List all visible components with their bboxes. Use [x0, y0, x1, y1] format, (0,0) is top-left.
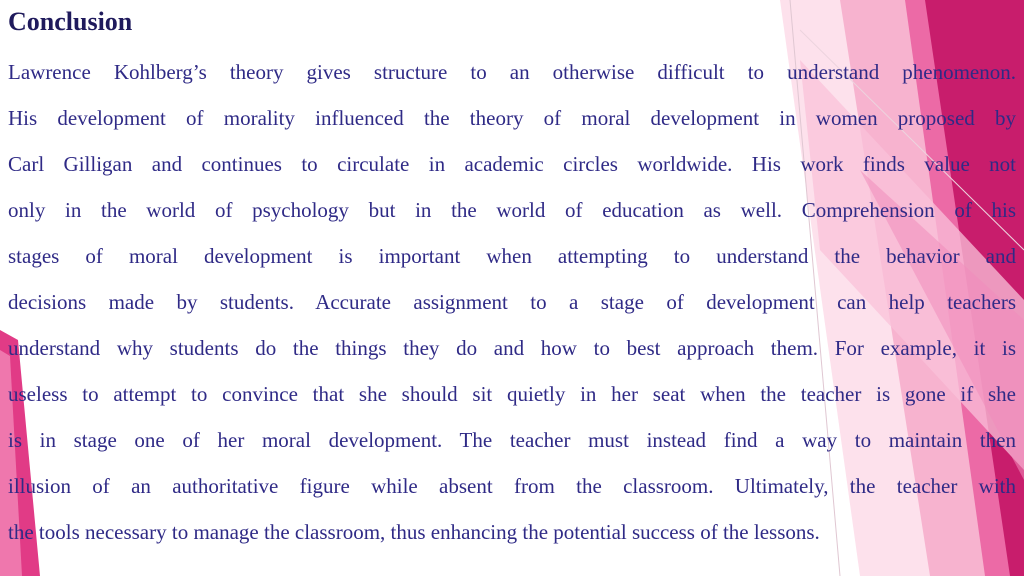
paragraph-line-8: useless to attempt to convince that she should sit quietly in her seat when the teacher is gone if she: [8, 382, 1016, 406]
paragraph-line-11: the tools necessary to manage the classroom, thus enhancing the potential success of the lessons.: [8, 520, 820, 544]
paragraph-line-4: only in the world of psychology but in the world of education as well. Comprehension of his: [8, 198, 1016, 222]
paragraph-line-6: decisions made by students. Accurate assignment to a stage of development can help teachers: [8, 290, 1016, 314]
paragraph-line-5: stages of moral development is important when attempting to understand the behavior and: [8, 244, 1016, 268]
paragraph-line-9: is in stage one of her moral development. The teacher must instead find a way to maintain then: [8, 428, 1016, 452]
paragraph-line-10: illusion of an authoritative figure while absent from the classroom. Ultimately, the teacher with: [8, 474, 1016, 498]
paragraph-line-1: Lawrence Kohlberg’s theory gives structure to an otherwise difficult to understand phenomenon.: [8, 60, 1016, 84]
paragraph-line-3: Carl Gilligan and continues to circulate in academic circles worldwide. His work finds value not: [8, 152, 1016, 176]
paragraph-line-7: understand why students do the things they do and how to best approach them. For example, it is: [8, 336, 1016, 360]
paragraph-line-2: His development of morality influenced the theory of moral development in women proposed by: [8, 106, 1016, 130]
slide-title: Conclusion: [8, 7, 133, 36]
